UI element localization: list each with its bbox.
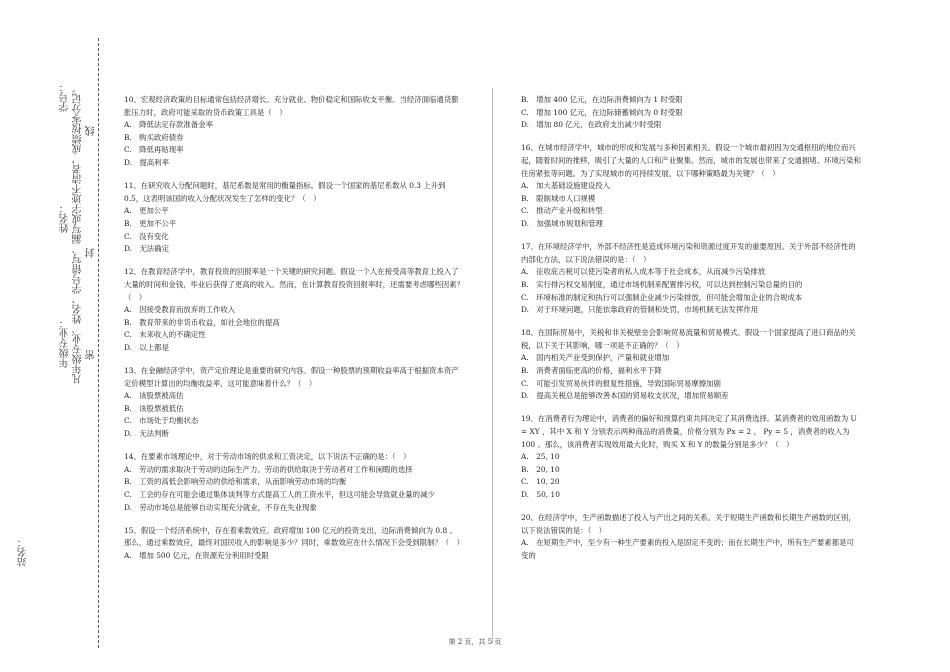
page-number: 第 2 页，共 5 页 [448, 638, 502, 646]
question-stem: 16、在城市经济学中，城市的形成和发展与多种因素相关。假设一个城市最初因为交通枢纽的地位而兴起，随着时间的推移，吸引了大量的人口和产业聚集。然而，城市的发展也带来了交通拥堵、环境污染和住房紧张等问题。为了实现城市的可持续发展，以下哪种策略最为关键？（ ） [521, 143, 861, 178]
answer-option: D. 提高关税总是能够改善本国的贸易收支状况，增加贸易顺差 [521, 391, 729, 401]
answer-option: B. 工资的高低会影响劳动的供给和需求，从而影响劳动市场的均衡 [124, 477, 347, 487]
answer-option: A. 在短期生产中，至少有一种生产要素的投入是固定不变的；而在长期生产中，所有生产要素都是可变的 [521, 538, 854, 560]
answer-option: B. 限制城市人口规模 [521, 193, 596, 203]
answer-option: B. 消费者面临更高的价格，福利水平下降 [521, 366, 662, 376]
question-block [124, 451, 464, 514]
answer-option: B. 更加不公平 [124, 218, 177, 228]
answer-option: A. 该股票被高估 [124, 391, 184, 401]
answer-option: C. 没有变化 [124, 231, 169, 241]
left-column [124, 94, 464, 573]
question-stem: 17、在环境经济学中，外部不经济性是造成环境污染和资源过度开发的重要原因。关于外部不经济性的内部化方法，以下说法错误的是：（ ） [521, 242, 856, 264]
question-block [521, 241, 861, 317]
question-stem: 19、在消费者行为理论中，消费者的偏好和预算约束共同决定了其消费选择。某消费者的效用函数为 U = XY ，其中 X 和 Y 分别表示两种商品的消费量，价格分别为 Px = 2 ， Py = 5 ，消费者的收入为 100 。那么，该消费者实现效用最大化时，购买 X 和 Y 的数量分别是多少？（ ） [521, 414, 857, 449]
answer-option: B. 教育带来的非货币收益，如社会地位的提高 [124, 317, 280, 327]
answer-option: A. 因接受教育而放弃的工作收入 [124, 305, 236, 315]
question-block [124, 365, 464, 441]
answer-option: B. 该股票被低估 [124, 403, 184, 413]
question-stem: 11、在研究收入分配问题时，基尼系数是常用的衡量指标。假设一个国家的基尼系数从 0.3 上升到 0.5，这表明该国的收入分配状况发生了怎样的变化？（ ） [124, 181, 446, 203]
warning-text: 凡年级专业、姓名、学号错写、漏写或字迹不清者，成绩按零分记。 [73, 84, 84, 384]
question-stem: 13、在金融经济学中，资产定价理论是重要的研究内容。假设一种股票的预期收益率高于根据资本资产定价模型计算出的均衡收益率，这可能意味着什么？（ ） [124, 366, 459, 388]
answer-option: D. 对于环境问题，只能依靠政府的管制和处罚，市场机制无法发挥作用 [521, 305, 759, 315]
question-stem: 14、在要素市场理论中，对于劳动市场的供求和工资决定，以下说法不正确的是：（ ） [124, 452, 411, 462]
name-label: 姓名： [60, 203, 71, 233]
answer-option: D. 无法确定 [124, 244, 169, 254]
exam-site-label: 站名： [18, 537, 29, 567]
answer-option: C. 市场处于均衡状态 [124, 416, 199, 426]
answer-option: D. 加强城市规划和管理 [521, 218, 603, 228]
question-stem: 10、宏观经济政策的目标通常包括经济增长、充分就业、物价稳定和国际收支平衡。当经济面临通货膨胀压力时，政府可能采取的货币政策工具是（ ） [124, 95, 459, 117]
question-block [124, 94, 464, 170]
answer-option: D. 提高利率 [124, 157, 169, 167]
question-stem: 18、在国际贸易中，关税和非关税壁垒会影响贸易流量和贸易模式。假设一个国家提高了进口商品的关税，以下关于其影响，哪一项是不正确的？（ ） [521, 328, 856, 350]
answer-option: C. 可能引发贸易伙伴的报复性措施，导致国际贸易摩擦加剧 [521, 378, 721, 388]
answer-option: A. 劳动的需求取决于劳动的边际生产力。劳动的供给取决于劳动者对工作和闲暇的选择 [124, 464, 413, 474]
question-stem: 12、在教育经济学中，教育投资的回报率是一个关键的研究问题。假设一个人在接受高等教育上投入了大量的时间和金钱，毕业后获得了更高的收入。然而，在计算教育投资回报率时，还需要考虑哪些因素？（ ） [124, 267, 464, 302]
seal-line [98, 38, 99, 648]
answer-option: A. 加大基础设施建设投入 [521, 181, 610, 191]
answer-option: D. 50, 10 [521, 490, 560, 499]
question-block [521, 142, 861, 230]
question-block [521, 327, 861, 403]
answer-option: C. 10, 20 [521, 477, 560, 487]
answer-option: B. 实行排污权交易制度，通过市场机制来配置排污权，可以达到控制污染总量的目的 [521, 279, 803, 289]
question-block [521, 94, 861, 132]
question-block [521, 512, 861, 562]
seal-mi: 密 [86, 350, 97, 360]
question-block [124, 525, 464, 563]
answer-option: B. 购买政府债券 [124, 132, 184, 142]
column-divider [492, 88, 493, 643]
answer-option: C. 推动产业升级和转型 [521, 206, 603, 216]
answer-option: A. 更加公平 [124, 206, 169, 216]
answer-option: B. 增加 400 亿元，在边际消费倾向为 1 时受限 [521, 95, 683, 104]
answer-option: D. 增加 80 亿元，在政府支出减少时受限 [521, 120, 662, 130]
student-id-label: 学号： [60, 82, 71, 112]
question-block [124, 266, 464, 354]
question-stem: 20、在经济学中，生产函数描述了投入与产出之间的关系。关于短期生产函数和长期生产函数的区别，以下说法错误的是：（ ） [521, 513, 856, 535]
seal-xian: 线 [86, 126, 97, 136]
answer-option: A. 增加 500 亿元，在资源充分利用时受限 [124, 550, 269, 560]
answer-option: C. 环境标准的制定和执行可以强制企业减少污染排放，但可能会增加企业的合规成本 [521, 292, 803, 302]
answer-option: C. 降低再贴现率 [124, 145, 184, 155]
answer-option: A. 25, 10 [521, 452, 560, 462]
answer-option: C. 未来收入的不确定性 [124, 330, 206, 340]
question-stem: 15、假设一个经济系统中，存在着乘数效应。政府增加 100 亿元的投资支出，边际消费倾向为 0.8 。那么，通过乘数效应，最终对国民收入的影响是多少？同时，乘数效应在什么情况下会受到限制？（ ） [124, 525, 464, 548]
answer-option: A. 国内相关产业受到保护，产量和就业增加 [521, 353, 670, 363]
answer-option: D. 劳动市场总是能够自动实现充分就业，不存在失业现象 [124, 502, 317, 512]
answer-option: D. 以上都是 [124, 342, 169, 352]
answer-option: B. 20, 10 [521, 464, 560, 474]
answer-option: D. 无法判断 [124, 429, 169, 439]
answer-option: C. 增加 100 亿元，在边际储蓄倾向为 0 时受限 [521, 107, 683, 117]
major-label: 年级专业： [60, 318, 71, 368]
answer-option: A. 降低法定存款准备金率 [124, 120, 213, 130]
answer-option: A. 征收庇古税可以使污染者的私人成本等于社会成本，从而减少污染排放 [521, 267, 766, 277]
binding-margin [0, 0, 110, 672]
question-block [521, 413, 861, 501]
answer-option: C. 工会的存在可能会通过集体谈判等方式提高工人的工资水平，但这可能会导致就业量的减少 [124, 490, 435, 499]
right-column [521, 94, 861, 573]
seal-feng: 封 [86, 248, 97, 258]
question-block [124, 180, 464, 256]
